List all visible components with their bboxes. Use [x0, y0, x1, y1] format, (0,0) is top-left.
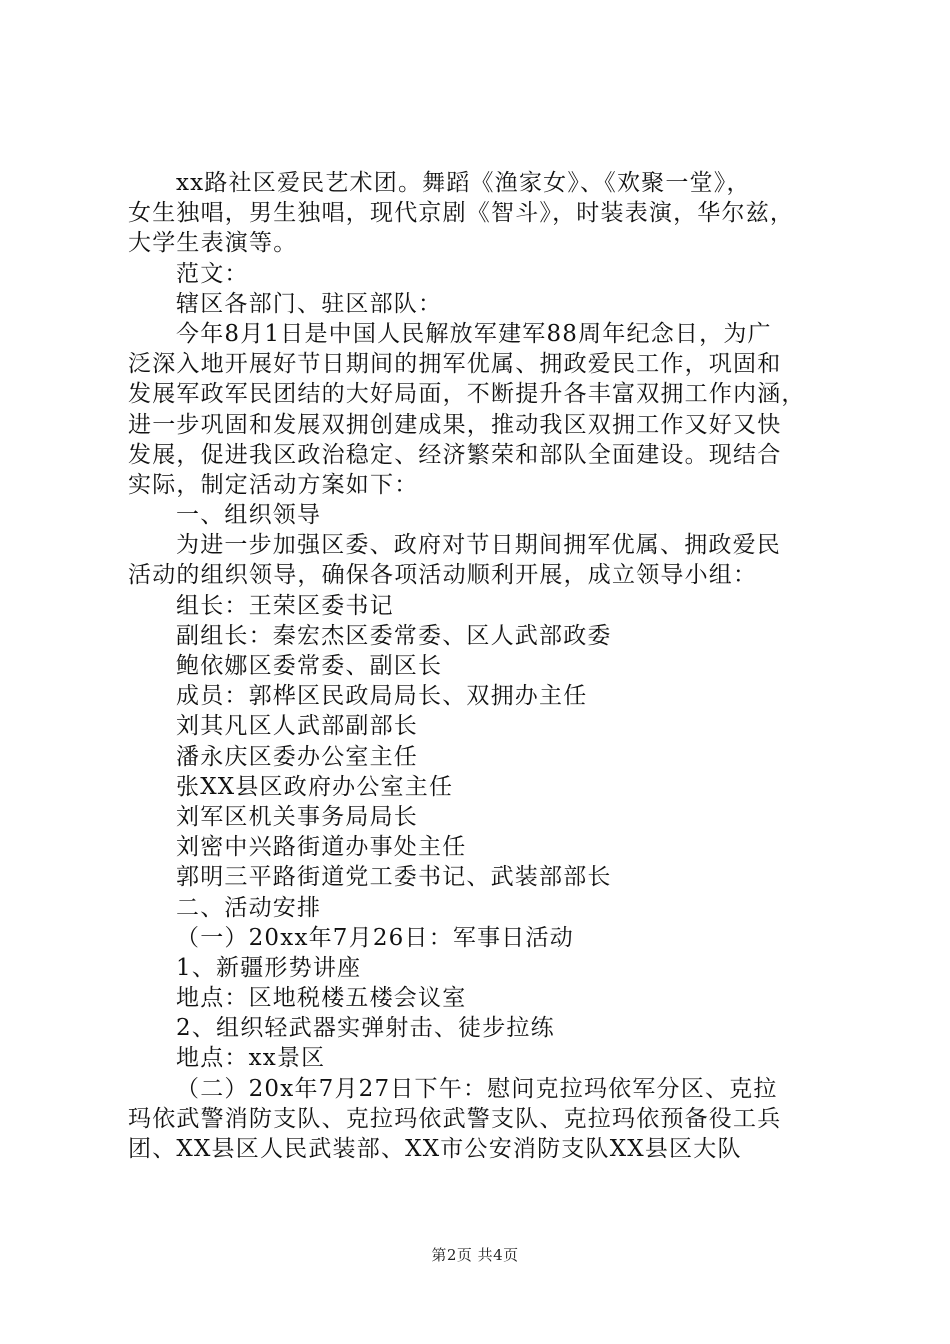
location-line: 地点：xx景区: [176, 1045, 326, 1072]
activity-item: 1、新疆形势讲座: [176, 954, 362, 981]
paragraph-line: 团、XX县区人民武装部、XX市公安消防支队XX县区大队: [128, 1136, 742, 1162]
member-line: 鲍依娜区委常委、副区长: [176, 653, 443, 679]
location-line: 地点：区地税楼五楼会议室: [176, 985, 467, 1012]
paragraph-line: 为进一步加强区委、政府对节日期间拥军优属、拥政爱民: [176, 532, 781, 559]
paragraph-line: 发展军政军民团结的大好局面，不断提升各丰富双拥工作内涵，: [128, 381, 806, 408]
paragraph-line: 活动的组织领导，确保各项活动顺利开展，成立领导小组：: [128, 562, 758, 589]
member-line: 郭明三平路街道党工委书记、武装部部长: [176, 864, 612, 891]
paragraph-line: 玛依武警消防支队、克拉玛依武警支队、克拉玛依预备役工兵: [128, 1105, 782, 1132]
member-line: 张XX县区政府办公室主任: [176, 773, 454, 800]
paragraph-line: 范文：: [176, 260, 249, 287]
subsection-heading: （二）20x年7月27日下午：慰问克拉玛依军分区、克拉: [176, 1075, 778, 1102]
paragraph-line: 女生独唱，男生独唱，现代京剧《智斗》，时装表演，华尔兹，: [128, 200, 795, 227]
paragraph-line: 实际，制定活动方案如下：: [128, 471, 419, 498]
paragraph-line: xx路社区爱民艺术团。舞蹈《渔家女》、《欢聚一堂》，: [176, 170, 751, 196]
member-line: 副组长：秦宏杰区委常委、区人武部政委: [176, 622, 612, 649]
member-line: 潘永庆区委办公室主任: [176, 743, 418, 770]
paragraph-line: 大学生表演等。: [128, 230, 298, 257]
member-line: 组长：王荣区委书记: [176, 592, 394, 619]
paragraph-line: 进一步巩固和发展双拥创建成果，推动我区双拥工作又好又快: [128, 411, 782, 438]
member-line: 成员：郭桦区民政局局长、双拥办主任: [176, 683, 588, 710]
document-body: [128, 168, 828, 1164]
member-line: 刘密中兴路街道办事处主任: [176, 834, 467, 861]
member-line: 刘军区机关事务局局长: [176, 803, 418, 830]
activity-item: 2、组织轻武器实弹射击、徒步拉练: [176, 1015, 555, 1042]
paragraph-line: 泛深入地开展好节日期间的拥军优属、拥政爱民工作，巩固和: [128, 351, 782, 378]
section-heading: 二、活动安排: [176, 894, 322, 921]
member-line: 刘其凡区人武部副部长: [176, 713, 418, 740]
paragraph-line: 今年8月1日是中国人民解放军建军88周年纪念日，为广: [176, 320, 772, 347]
subsection-heading: （一）20xx年7月26日：军事日活动: [176, 924, 574, 951]
salutation-line: 辖区各部门、驻区部队：: [176, 290, 443, 317]
paragraph-line: 发展，促进我区政治稳定、经济繁荣和部队全面建设。现结合: [128, 441, 782, 468]
page-number-footer: 第2页 共4页: [431, 1246, 519, 1264]
section-heading: 一、组织领导: [176, 502, 322, 529]
